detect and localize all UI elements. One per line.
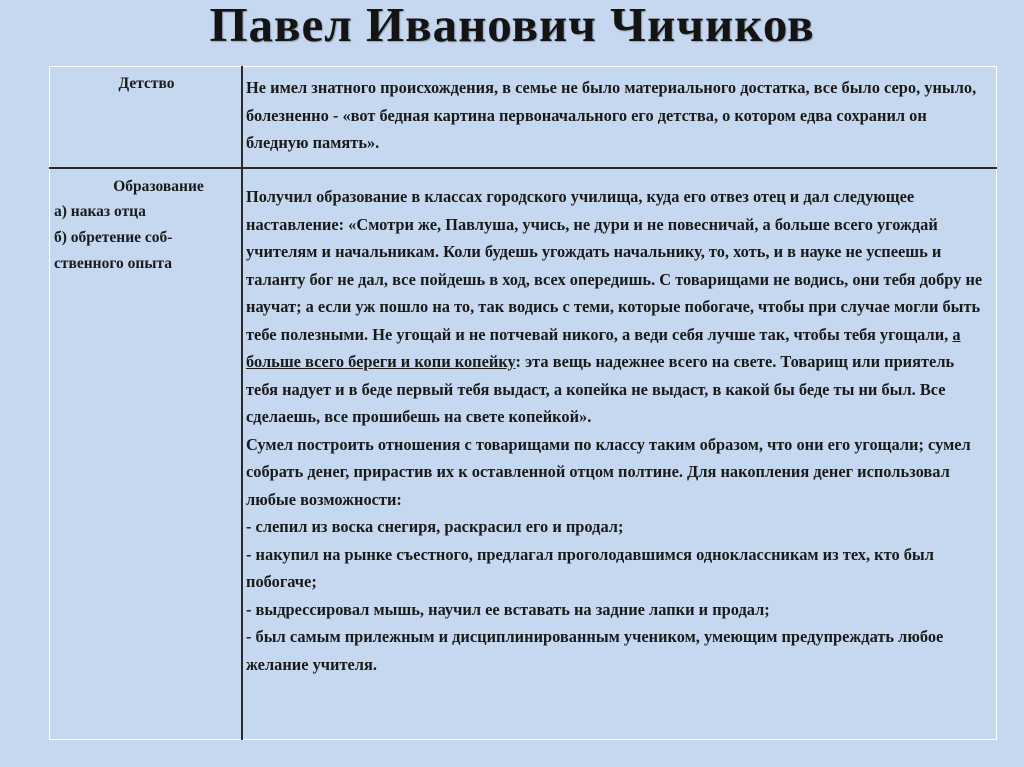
list-item: - был самым прилежным и дисциплинированным учеником, умеющим предупреждать любое желание учителя. <box>246 627 944 674</box>
row-heading-education: Образование <box>113 178 204 195</box>
table-row-childhood <box>50 67 997 169</box>
row-label-cell <box>50 67 243 169</box>
education-subitem: б) обретение соб- <box>54 229 173 246</box>
list-item: - выдрессировал мышь, научил ее вставать на задние лапки и продал; <box>246 599 770 619</box>
row-label-cell <box>50 168 243 740</box>
underlined-quote: а больше всего береги и копи копейку <box>246 324 961 371</box>
row-content-cell <box>242 67 997 169</box>
slide-title: Павел Иванович Чичиков <box>209 0 815 52</box>
paragraph-text: Получил образование в классах городского училища, куда его отвез отец и дал следующее наставление: «Смотри же, Павлуша, учись, не дури и не повесничай, а больше всего угождай учителям и начальникам. Коли будешь угождать начальнику, то, хоть, и в науке не успеешь и таланту бог не дал, все пойдешь в ход, всех опередишь. С товарищами не водись, они тебя добру не научат; а если уж пошло на то, так водись с теми, которые побогаче, чтобы при случае могли быть тебе полезными. Не угощай и не потчевай никого, а веди себя лучше так, чтобы тебя угощали, <box>246 187 983 344</box>
list-item: - слепил из воска снегиря, раскрасил его и продал; <box>246 517 624 536</box>
education-paragraph-2: Сумел построить отношения с товарищами по классу таким образом, что они его угощали; сумел собрать денег, прирастив их к оставленной отцом полтине. Для накопления денег использовал любые возможности: <box>246 434 971 509</box>
row-content-cell <box>242 168 997 740</box>
table-row-education <box>50 168 997 740</box>
education-subitem: а) наказ отца <box>54 203 146 220</box>
list-item: - накупил на рынке съестного, предлагал проголодавшимся одноклассникам из тех, кто был побогаче; <box>246 544 934 591</box>
content-table <box>49 66 997 740</box>
education-subitem: ственного опыта <box>54 255 172 272</box>
education-paragraph-1 <box>246 183 986 431</box>
childhood-text: Не имел знатного происхождения, в семье не было материального достатка, все было серо, уныло, болезненно - «вот бедная картина первоначального его детства, о котором едва сохранил он бледную память». <box>246 78 977 152</box>
row-heading-childhood: Детство <box>118 75 175 92</box>
paragraph-text: : эта вещь надежнее всего на свете. Товарищ или приятель тебя надует и в беде первый тебя выдаст, а копейка не выдаст, в какой бы беде ты ни был. Все сделаешь, все прошибешь на свете копейкой». <box>246 352 955 426</box>
